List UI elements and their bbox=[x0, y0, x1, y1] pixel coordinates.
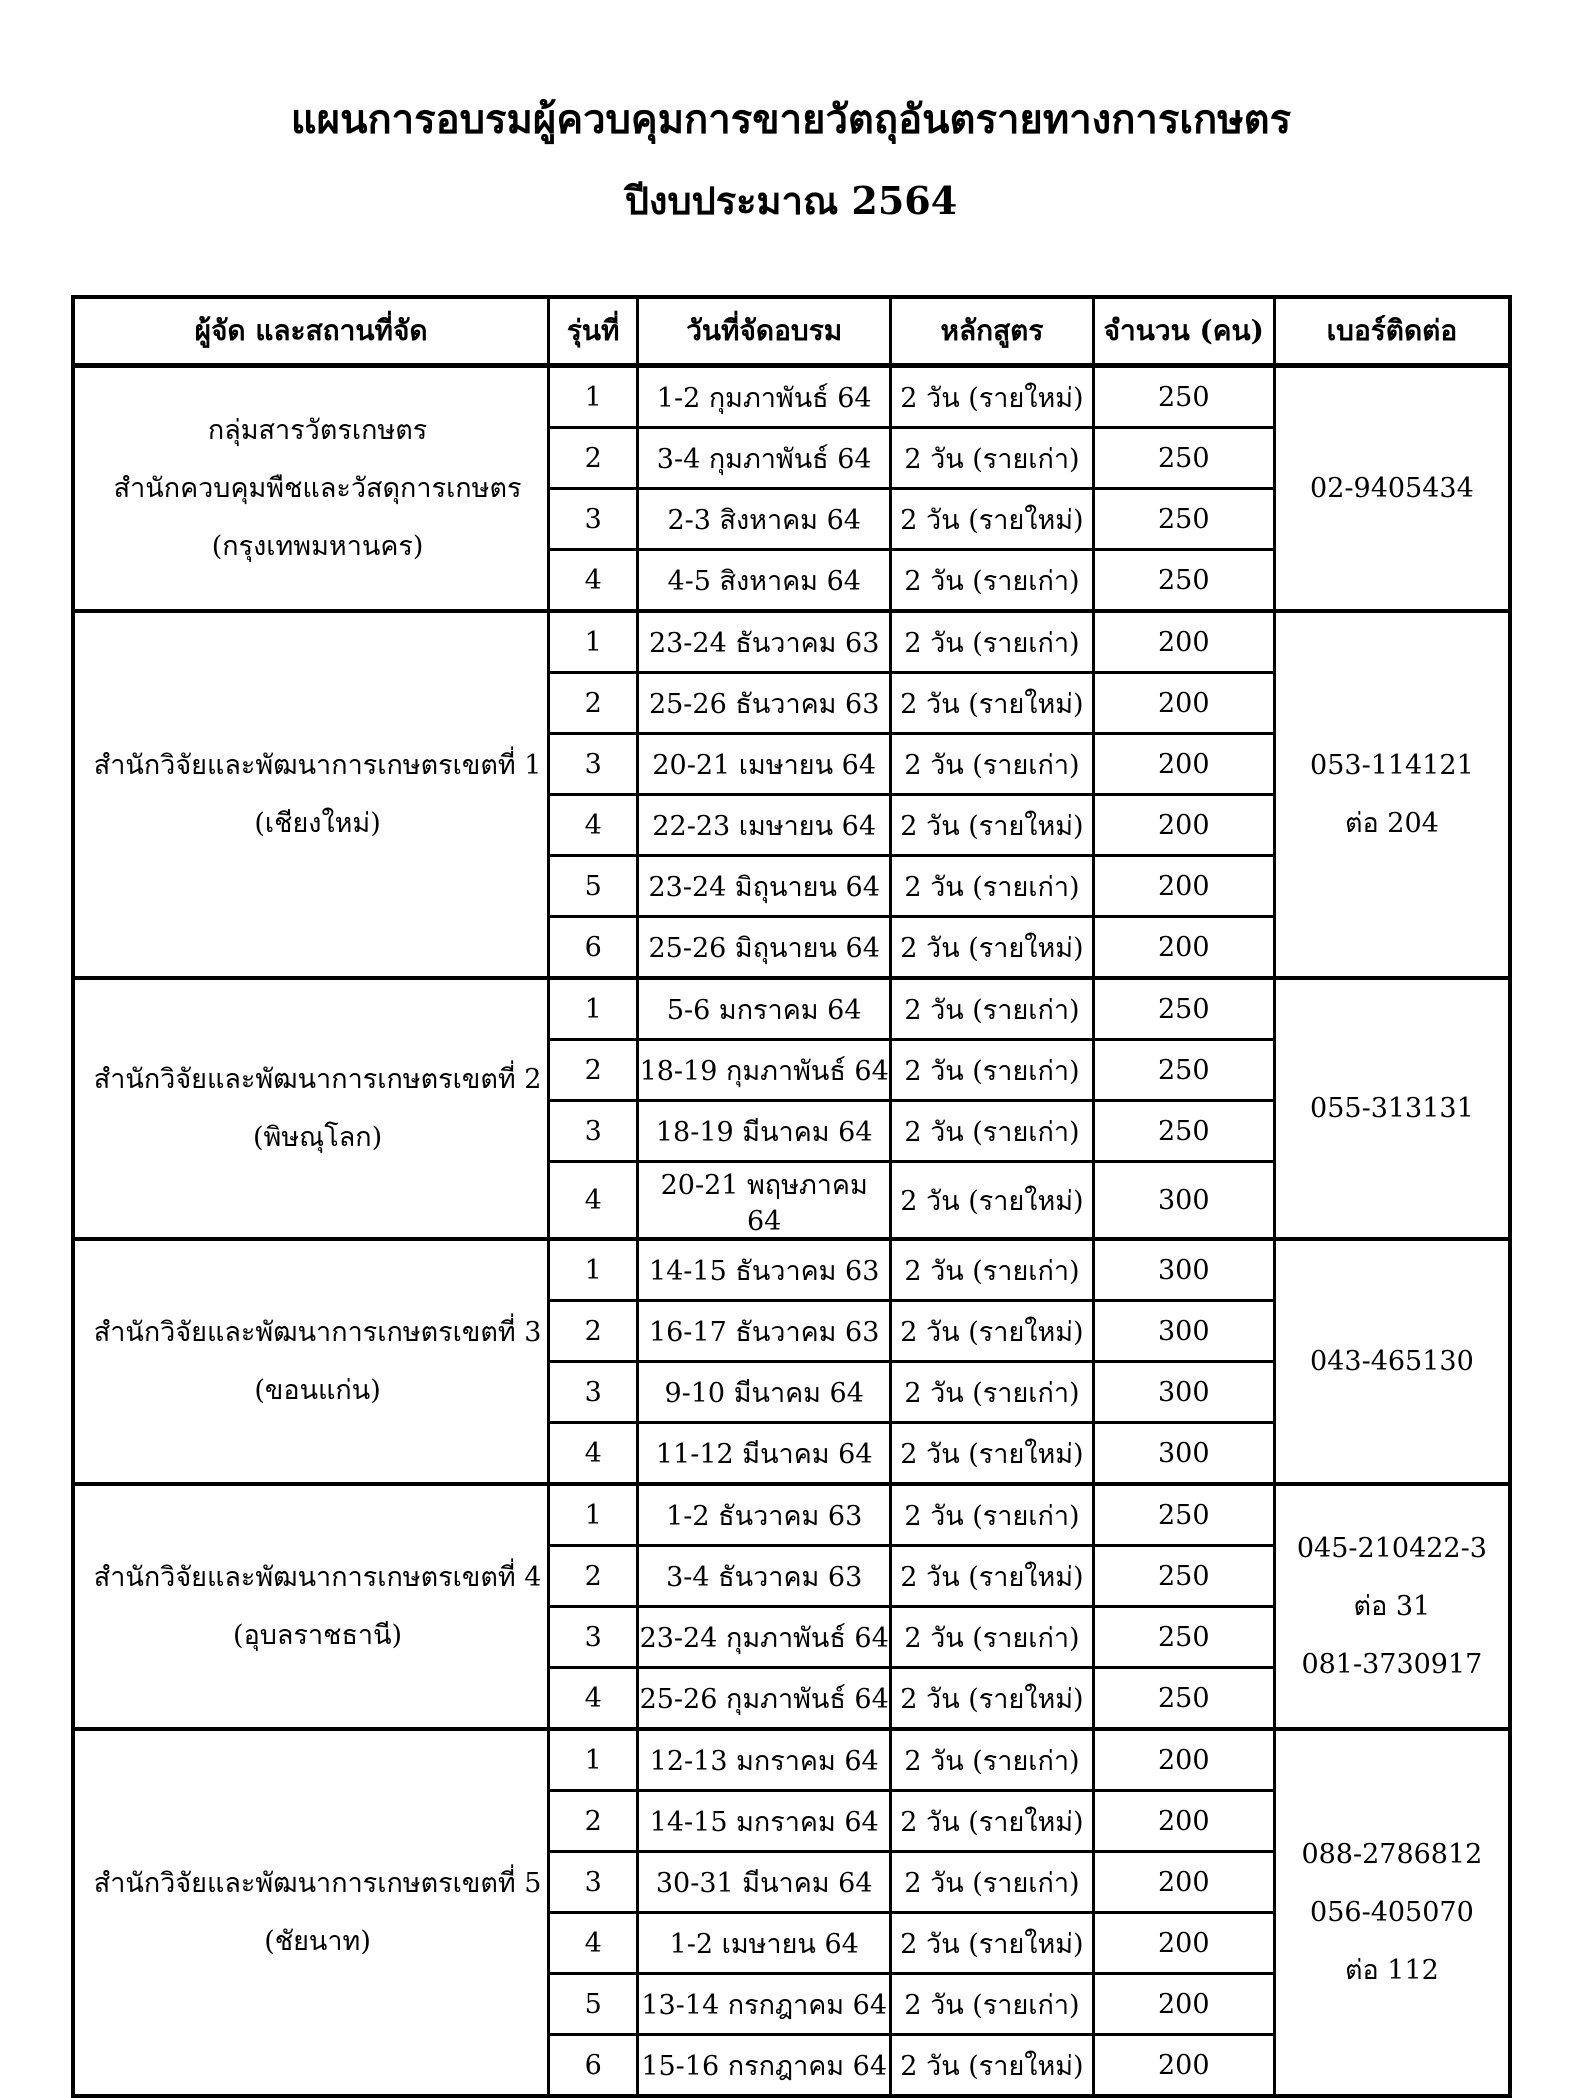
course-cell: 2 วัน (รายเก่า) bbox=[891, 1974, 1094, 2035]
header-course: หลักสูตร bbox=[891, 297, 1094, 366]
date-cell: 25-26 กุมภาพันธ์ 64 bbox=[638, 1668, 891, 1730]
organizer-cell bbox=[73, 1239, 549, 1484]
count-cell: 250 bbox=[1093, 428, 1274, 489]
count-cell: 200 bbox=[1093, 673, 1274, 734]
date-cell: 30-31 มีนาคม 64 bbox=[638, 1852, 891, 1913]
contact-cell-line: ต่อ 31 bbox=[1353, 1590, 1431, 1622]
batch-cell: 3 bbox=[549, 1607, 638, 1668]
course-cell: 2 วัน (รายใหม่) bbox=[891, 1668, 1094, 1730]
organizer-cell-line: กลุ่มสารวัตรเกษตร bbox=[207, 414, 428, 446]
contact-cell-line: ต่อ 204 bbox=[1344, 807, 1439, 839]
course-cell: 2 วัน (รายใหม่) bbox=[891, 795, 1094, 856]
header-count: จำนวน (คน) bbox=[1093, 297, 1274, 366]
organizer-cell-line: (พิษณุโลก) bbox=[253, 1121, 383, 1153]
count-cell: 200 bbox=[1093, 2035, 1274, 2097]
table-row bbox=[73, 978, 1510, 1040]
date-cell: 3-4 ธันวาคม 63 bbox=[638, 1546, 891, 1607]
count-cell: 300 bbox=[1093, 1162, 1274, 1240]
title-line-2: ปีงบประมาณ 2564 bbox=[624, 178, 958, 223]
organizer-cell bbox=[73, 366, 549, 612]
course-cell: 2 วัน (รายใหม่) bbox=[891, 1423, 1094, 1485]
training-schedule-table bbox=[71, 295, 1512, 2098]
batch-cell: 4 bbox=[549, 1423, 638, 1485]
batch-cell: 4 bbox=[549, 1913, 638, 1974]
count-cell: 250 bbox=[1093, 489, 1274, 550]
date-cell: 20-21 พฤษภาคม 64 bbox=[638, 1162, 891, 1240]
header-date: วันที่จัดอบรม bbox=[638, 297, 891, 366]
course-cell: 2 วัน (รายใหม่) bbox=[891, 1301, 1094, 1362]
count-cell: 250 bbox=[1093, 1668, 1274, 1730]
batch-cell: 4 bbox=[549, 1162, 638, 1240]
contact-cell-line: 081-3730917 bbox=[1301, 1648, 1483, 1680]
date-cell: 18-19 มีนาคม 64 bbox=[638, 1101, 891, 1162]
count-cell: 200 bbox=[1093, 795, 1274, 856]
course-cell: 2 วัน (รายใหม่) bbox=[891, 489, 1094, 550]
course-cell: 2 วัน (รายใหม่) bbox=[891, 2035, 1094, 2097]
contact-cell-line: 056-405070 bbox=[1310, 1896, 1474, 1928]
count-cell: 200 bbox=[1093, 1852, 1274, 1913]
organizer-cell-line: สำนักวิจัยและพัฒนาการเกษตรเขตที่ 5 bbox=[93, 1867, 542, 1899]
course-cell: 2 วัน (รายเก่า) bbox=[891, 428, 1094, 489]
course-cell: 2 วัน (รายใหม่) bbox=[891, 917, 1094, 979]
count-cell: 200 bbox=[1093, 1913, 1274, 1974]
course-cell: 2 วัน (รายใหม่) bbox=[891, 1791, 1094, 1852]
date-cell: 9-10 มีนาคม 64 bbox=[638, 1362, 891, 1423]
table-row bbox=[73, 1729, 1510, 1791]
batch-cell: 3 bbox=[549, 1852, 638, 1913]
batch-cell: 2 bbox=[549, 673, 638, 734]
count-cell: 250 bbox=[1093, 366, 1274, 428]
count-cell: 200 bbox=[1093, 1791, 1274, 1852]
header-organizer: ผู้จัด และสถานที่จัด bbox=[73, 297, 549, 366]
organizer-cell-line: (กรุงเทพมหานคร) bbox=[211, 530, 424, 562]
batch-cell: 3 bbox=[549, 489, 638, 550]
table-row bbox=[73, 1239, 1510, 1301]
organizer-cell-line: (เชียงใหม่) bbox=[254, 807, 381, 839]
count-cell: 250 bbox=[1093, 550, 1274, 612]
organizer-cell-line: สำนักวิจัยและพัฒนาการเกษตรเขตที่ 4 bbox=[93, 1561, 542, 1593]
organizer-cell-line: (อุบลราชธานี) bbox=[233, 1619, 403, 1651]
count-cell: 250 bbox=[1093, 1484, 1274, 1546]
contact-cell-line: ต่อ 112 bbox=[1344, 1954, 1439, 1986]
count-cell: 250 bbox=[1093, 978, 1274, 1040]
course-cell: 2 วัน (รายเก่า) bbox=[891, 1040, 1094, 1101]
course-cell: 2 วัน (รายเก่า) bbox=[891, 1852, 1094, 1913]
date-cell: 1-2 กุมภาพันธ์ 64 bbox=[638, 366, 891, 428]
course-cell: 2 วัน (รายเก่า) bbox=[891, 611, 1094, 673]
date-cell: 5-6 มกราคม 64 bbox=[638, 978, 891, 1040]
count-cell: 300 bbox=[1093, 1423, 1274, 1485]
contact-cell-line: 088-2786812 bbox=[1301, 1838, 1483, 1870]
title-line-1: แผนการอบรมผู้ควบคุมการขายวัตถุอันตรายทางการเกษตร bbox=[290, 96, 1292, 143]
date-cell: 14-15 ธันวาคม 63 bbox=[638, 1239, 891, 1301]
organizer-cell-line: (ชัยนาท) bbox=[264, 1925, 371, 1957]
course-cell: 2 วัน (รายใหม่) bbox=[891, 366, 1094, 428]
count-cell: 250 bbox=[1093, 1101, 1274, 1162]
count-cell: 200 bbox=[1093, 1729, 1274, 1791]
organizer-cell-line: สำนักวิจัยและพัฒนาการเกษตรเขตที่ 3 bbox=[93, 1316, 542, 1348]
count-cell: 200 bbox=[1093, 734, 1274, 795]
date-cell: 25-26 มิถุนายน 64 bbox=[638, 917, 891, 979]
date-cell: 11-12 มีนาคม 64 bbox=[638, 1423, 891, 1485]
batch-cell: 3 bbox=[549, 734, 638, 795]
date-cell: 23-24 กุมภาพันธ์ 64 bbox=[638, 1607, 891, 1668]
date-cell: 14-15 มกราคม 64 bbox=[638, 1791, 891, 1852]
contact-cell bbox=[1274, 611, 1510, 978]
contact-cell bbox=[1274, 1729, 1510, 2096]
schedule-table-body bbox=[73, 366, 1510, 2097]
header-batch: รุ่นที่ bbox=[549, 297, 638, 366]
organizer-cell-line: สำนักวิจัยและพัฒนาการเกษตรเขตที่ 2 bbox=[93, 1063, 542, 1095]
course-cell: 2 วัน (รายเก่า) bbox=[891, 1101, 1094, 1162]
contact-cell bbox=[1274, 1484, 1510, 1729]
batch-cell: 4 bbox=[549, 795, 638, 856]
date-cell: 3-4 กุมภาพันธ์ 64 bbox=[638, 428, 891, 489]
batch-cell: 6 bbox=[549, 2035, 638, 2097]
organizer-cell-line: (ขอนแก่น) bbox=[254, 1374, 381, 1406]
table-row bbox=[73, 366, 1510, 428]
batch-cell: 3 bbox=[549, 1362, 638, 1423]
date-cell: 23-24 ธันวาคม 63 bbox=[638, 611, 891, 673]
course-cell: 2 วัน (รายเก่า) bbox=[891, 1362, 1094, 1423]
contact-cell bbox=[1274, 1239, 1510, 1484]
date-cell: 22-23 เมษายน 64 bbox=[638, 795, 891, 856]
batch-cell: 2 bbox=[549, 1546, 638, 1607]
batch-cell: 3 bbox=[549, 1101, 638, 1162]
date-cell: 16-17 ธันวาคม 63 bbox=[638, 1301, 891, 1362]
organizer-cell bbox=[73, 1484, 549, 1729]
contact-cell bbox=[1274, 978, 1510, 1239]
batch-cell: 2 bbox=[549, 1040, 638, 1101]
batch-cell: 2 bbox=[549, 1301, 638, 1362]
course-cell: 2 วัน (รายใหม่) bbox=[891, 1546, 1094, 1607]
batch-cell: 1 bbox=[549, 611, 638, 673]
contact-cell-line: 043-465130 bbox=[1310, 1345, 1474, 1377]
course-cell: 2 วัน (รายเก่า) bbox=[891, 1239, 1094, 1301]
organizer-cell-line: สำนักควบคุมพืชและวัสดุการเกษตร bbox=[113, 472, 522, 504]
course-cell: 2 วัน (รายเก่า) bbox=[891, 856, 1094, 917]
organizer-cell bbox=[73, 1729, 549, 2096]
course-cell: 2 วัน (รายเก่า) bbox=[891, 978, 1094, 1040]
organizer-cell bbox=[73, 978, 549, 1239]
contact-cell-line: 045-210422-3 bbox=[1296, 1532, 1487, 1564]
course-cell: 2 วัน (รายเก่า) bbox=[891, 734, 1094, 795]
batch-cell: 2 bbox=[549, 428, 638, 489]
batch-cell: 2 bbox=[549, 1791, 638, 1852]
contact-cell-line: 02-9405434 bbox=[1310, 472, 1474, 504]
course-cell: 2 วัน (รายใหม่) bbox=[891, 1162, 1094, 1240]
count-cell: 300 bbox=[1093, 1301, 1274, 1362]
date-cell: 2-3 สิงหาคม 64 bbox=[638, 489, 891, 550]
count-cell: 300 bbox=[1093, 1362, 1274, 1423]
date-cell: 23-24 มิถุนายน 64 bbox=[638, 856, 891, 917]
count-cell: 200 bbox=[1093, 611, 1274, 673]
course-cell: 2 วัน (รายเก่า) bbox=[891, 1484, 1094, 1546]
date-cell: 15-16 กรกฎาคม 64 bbox=[638, 2035, 891, 2097]
date-cell: 12-13 มกราคม 64 bbox=[638, 1729, 891, 1791]
document-title bbox=[0, 98, 1582, 222]
table-row bbox=[73, 1484, 1510, 1546]
contact-cell-line: 055-313131 bbox=[1310, 1092, 1474, 1124]
batch-cell: 5 bbox=[549, 1974, 638, 2035]
course-cell: 2 วัน (รายเก่า) bbox=[891, 1729, 1094, 1791]
batch-cell: 4 bbox=[549, 550, 638, 612]
batch-cell: 1 bbox=[549, 978, 638, 1040]
table-row bbox=[73, 611, 1510, 673]
date-cell: 4-5 สิงหาคม 64 bbox=[638, 550, 891, 612]
date-cell: 1-2 เมษายน 64 bbox=[638, 1913, 891, 1974]
count-cell: 200 bbox=[1093, 856, 1274, 917]
date-cell: 1-2 ธันวาคม 63 bbox=[638, 1484, 891, 1546]
contact-cell-line: 053-114121 bbox=[1310, 749, 1474, 781]
course-cell: 2 วัน (รายเก่า) bbox=[891, 1607, 1094, 1668]
header-contact: เบอร์ติดต่อ bbox=[1274, 297, 1510, 366]
date-cell: 25-26 ธันวาคม 63 bbox=[638, 673, 891, 734]
batch-cell: 1 bbox=[549, 1729, 638, 1791]
contact-cell bbox=[1274, 366, 1510, 612]
count-cell: 250 bbox=[1093, 1546, 1274, 1607]
date-cell: 13-14 กรกฎาคม 64 bbox=[638, 1974, 891, 2035]
batch-cell: 1 bbox=[549, 366, 638, 428]
batch-cell: 1 bbox=[549, 1239, 638, 1301]
count-cell: 200 bbox=[1093, 917, 1274, 979]
count-cell: 250 bbox=[1093, 1607, 1274, 1668]
count-cell: 250 bbox=[1093, 1040, 1274, 1101]
count-cell: 200 bbox=[1093, 1974, 1274, 2035]
batch-cell: 6 bbox=[549, 917, 638, 979]
course-cell: 2 วัน (รายเก่า) bbox=[891, 550, 1094, 612]
batch-cell: 4 bbox=[549, 1668, 638, 1730]
date-cell: 18-19 กุมภาพันธ์ 64 bbox=[638, 1040, 891, 1101]
batch-cell: 1 bbox=[549, 1484, 638, 1546]
date-cell: 20-21 เมษายน 64 bbox=[638, 734, 891, 795]
organizer-cell bbox=[73, 611, 549, 978]
course-cell: 2 วัน (รายใหม่) bbox=[891, 673, 1094, 734]
organizer-cell-line: สำนักวิจัยและพัฒนาการเกษตรเขตที่ 1 bbox=[93, 749, 542, 781]
course-cell: 2 วัน (รายใหม่) bbox=[891, 1913, 1094, 1974]
batch-cell: 5 bbox=[549, 856, 638, 917]
table-header-row bbox=[73, 297, 1510, 366]
count-cell: 300 bbox=[1093, 1239, 1274, 1301]
